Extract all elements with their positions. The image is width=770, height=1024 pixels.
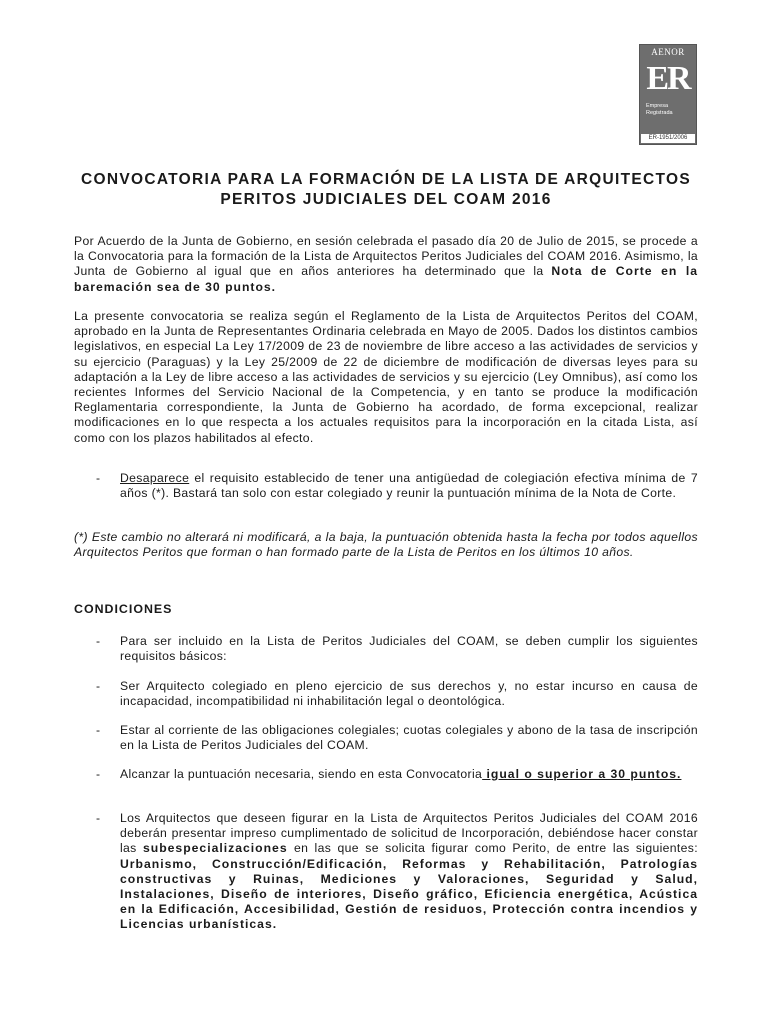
logo-registration-code: ER-1951/2006 bbox=[641, 134, 695, 143]
bullet-dash: - bbox=[96, 723, 101, 737]
desaparece-underlined: Desaparece bbox=[120, 471, 190, 485]
cutoff-note-bold: Nota de Corte en la baremación sea de 30 puntos. bbox=[74, 264, 699, 294]
logo-caption bbox=[640, 103, 696, 117]
condition-text-4 bbox=[120, 767, 698, 782]
bullet-text bbox=[120, 471, 698, 501]
intro-paragraph bbox=[74, 234, 698, 295]
condition-bullet-3 bbox=[74, 723, 698, 753]
regulation-paragraph: La presente convocatoria se realiza según el Reglamento de la Lista de Arquitectos Peritos del COAM, aprobado en la Junta de Representantes Ordinaria celebrada en Mayo de 2005. Dados los distintos cambios legislativos, en especial La Ley 17/2009 de 23 de noviembre de libre acceso a las actividades de servicios y su ejercicio (Paraguas) y la Ley 25/2009 de 22 de diciembre de modificación de diversas leyes para su adaptación a la Ley de libre acceso a las actividades de servicios y su ejercicio (Ley Omnibus), así como los recientes Informes del Servicio Nacional de la Competencia, y en tanto se produce la modificación Reglamentaria correspondiente, la Junta de Gobierno ha acordado, de forma excepcional, realizar modificaciones en lo que respecta a los actuales requisitos para la incorporación en la citada Lista, así como con los plazos habilitados al efecto. bbox=[74, 309, 698, 445]
condition-5-text-b: en las que se solicita figurar como Perito, de entre las siguientes: bbox=[287, 841, 698, 856]
change-bullet-text: el requisito establecido de tener una antigüedad de colegiación efectiva mínima de 7 años (*). Bastará tan solo con estar colegiado y reunir la puntuación mínima de la Nota de Corte. bbox=[120, 471, 698, 501]
condition-bullet-5 bbox=[74, 811, 698, 933]
bullet-dash: - bbox=[96, 767, 101, 781]
conditions-heading: CONDICIONES bbox=[74, 602, 173, 616]
condition-text-3: Estar al corriente de las obligaciones colegiales; cuotas colegiales y abono de la tasa de inscripción en la Lista de Peritos Judiciales del COAM. bbox=[120, 723, 698, 753]
bullet-dash: - bbox=[96, 811, 101, 825]
intro-text: Por Acuerdo de la Junta de Gobierno, en sesión celebrada el pasado día 20 de Julio de 2015, se procede a la Convocatoria para la formación de la Lista de Arquitectos Peritos Judiciales del COAM 2016. Asimismo, la Junta de Gobierno al igual que en años anteriores ha determinado que la bbox=[74, 234, 698, 279]
bullet-dash: - bbox=[96, 634, 101, 648]
logo-aenor-text: AENOR bbox=[651, 47, 685, 57]
condition-bullet-4 bbox=[74, 767, 698, 782]
specialization-list-bold: Urbanismo, Construcción/Edificación, Reformas y Rehabilitación, Patrologías constructivas y Ruinas, Mediciones y Valoraciones, Seguridad y Salud, Instalaciones, Diseño de interiores, Diseño gráfico, Eficiencia energética, Acústica en la Edificación, Accesibilidad, Gestión de residuos, Protección contra incendios y Licencias urbanísticas. bbox=[120, 856, 698, 932]
condition-text-5 bbox=[120, 811, 698, 933]
subespecializaciones-bold: subespecializaciones bbox=[142, 841, 288, 856]
logo-er-mark: ER bbox=[646, 60, 690, 97]
logo-caption-2: Registrada bbox=[646, 110, 673, 116]
logo-caption-1: Empresa bbox=[646, 103, 669, 109]
condition-4-text: Alcanzar la puntuación necesaria, siendo en esta Convocatoria bbox=[120, 767, 483, 781]
score-threshold-bold: igual o superior a 30 puntos. bbox=[482, 767, 682, 781]
condition-5-text-a: Los Arquitectos que deseen figurar en la Lista de Arquitectos Peritos Judiciales del COAM 2016 deberán presentar impreso cumplimentado de solicitud de Incorporación, debiéndose hacer constar las bbox=[120, 811, 698, 856]
footnote-italic: (*) Este cambio no alterará ni modificará, a la baja, la puntuación obtenida hasta la fecha por todos aquellos Arquitectos Peritos que forman o han formado parte de la Lista de Peritos en los últimos 10 años. bbox=[74, 530, 698, 560]
bullet-dash: - bbox=[96, 471, 101, 485]
change-bullet bbox=[74, 471, 698, 501]
condition-bullet-2 bbox=[74, 679, 698, 709]
bullet-dash: - bbox=[96, 679, 101, 693]
aenor-er-logo bbox=[639, 44, 697, 145]
condition-bullet-1 bbox=[74, 634, 698, 664]
condition-text-1: Para ser incluido en la Lista de Peritos Judiciales del COAM, se deben cumplir los siguientes requisitos básicos: bbox=[120, 634, 698, 664]
condition-text-2: Ser Arquitecto colegiado en pleno ejercicio de sus derechos y, no estar incurso en causa de incapacidad, incompatibilidad ni inhabilitación legal o deontológica. bbox=[120, 679, 698, 709]
document-title: CONVOCATORIA PARA LA FORMACIÓN DE LA LISTA DE ARQUITECTOS PERITOS JUDICIALES DEL COAM 2016 bbox=[81, 171, 691, 208]
